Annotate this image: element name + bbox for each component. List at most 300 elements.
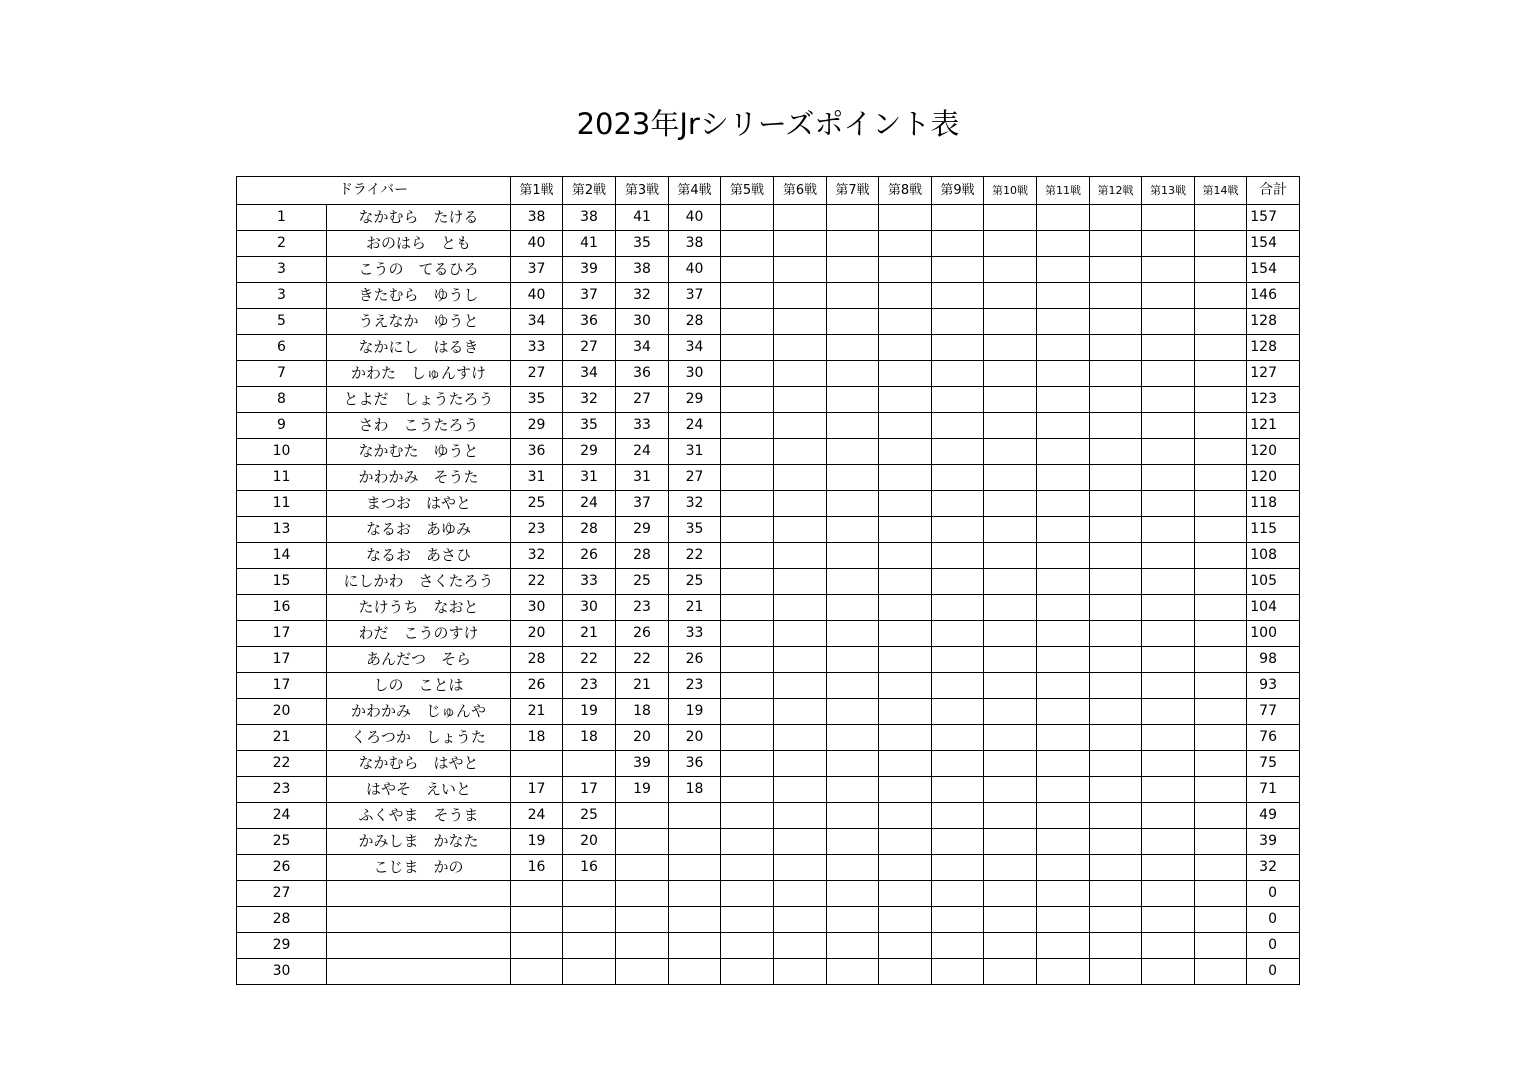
score-cell-race-6	[774, 465, 827, 491]
driver-name-cell: なかむら たける	[327, 205, 511, 231]
score-cell-race-11	[1037, 413, 1090, 439]
score-cell-race-10	[984, 959, 1037, 985]
score-cell-race-4	[669, 855, 721, 881]
score-cell-race-14	[1195, 543, 1247, 569]
score-cell-race-3	[616, 933, 669, 959]
rank-cell: 16	[237, 595, 327, 621]
driver-name-cell: はやそ えいと	[327, 777, 511, 803]
race-header-3: 第3戦	[616, 177, 669, 205]
driver-name-cell: まつお はやと	[327, 491, 511, 517]
total-cell: 0	[1247, 907, 1300, 933]
score-cell-race-12	[1090, 491, 1142, 517]
score-cell-race-9	[932, 777, 984, 803]
score-cell-race-12	[1090, 777, 1142, 803]
score-cell-race-14	[1195, 595, 1247, 621]
score-cell-race-2: 41	[563, 231, 616, 257]
total-cell: 105	[1247, 569, 1300, 595]
score-cell-race-7	[827, 647, 879, 673]
score-cell-race-3: 36	[616, 361, 669, 387]
score-cell-race-5	[721, 699, 774, 725]
rank-cell: 9	[237, 413, 327, 439]
score-cell-race-9	[932, 491, 984, 517]
race-header-4: 第4戦	[669, 177, 721, 205]
score-cell-race-2: 33	[563, 569, 616, 595]
score-cell-race-12	[1090, 309, 1142, 335]
total-cell: 120	[1247, 465, 1300, 491]
score-cell-race-11	[1037, 907, 1090, 933]
points-table	[236, 176, 1300, 985]
score-cell-race-9	[932, 621, 984, 647]
score-cell-race-6	[774, 621, 827, 647]
score-cell-race-4: 23	[669, 673, 721, 699]
table-row	[237, 673, 1300, 699]
score-cell-race-2: 22	[563, 647, 616, 673]
score-cell-race-4: 34	[669, 335, 721, 361]
rank-cell: 7	[237, 361, 327, 387]
table-row	[237, 907, 1300, 933]
score-cell-race-6	[774, 829, 827, 855]
score-cell-race-11	[1037, 465, 1090, 491]
driver-name-cell: かわかみ じゅんや	[327, 699, 511, 725]
driver-name-cell: なかむた ゆうと	[327, 439, 511, 465]
driver-name-cell: しの ことは	[327, 673, 511, 699]
rank-cell: 22	[237, 751, 327, 777]
table-row	[237, 933, 1300, 959]
score-cell-race-7	[827, 621, 879, 647]
score-cell-race-3	[616, 803, 669, 829]
score-cell-race-10	[984, 205, 1037, 231]
score-cell-race-12	[1090, 881, 1142, 907]
score-cell-race-3: 26	[616, 621, 669, 647]
score-cell-race-5	[721, 673, 774, 699]
score-cell-race-3: 20	[616, 725, 669, 751]
score-cell-race-8	[879, 387, 932, 413]
score-cell-race-14	[1195, 933, 1247, 959]
score-cell-race-4: 22	[669, 543, 721, 569]
score-cell-race-10	[984, 257, 1037, 283]
score-cell-race-3: 27	[616, 387, 669, 413]
score-cell-race-4: 30	[669, 361, 721, 387]
score-cell-race-7	[827, 361, 879, 387]
score-cell-race-8	[879, 751, 932, 777]
score-cell-race-11	[1037, 803, 1090, 829]
score-cell-race-6	[774, 933, 827, 959]
score-cell-race-8	[879, 257, 932, 283]
score-cell-race-2: 25	[563, 803, 616, 829]
score-cell-race-10	[984, 283, 1037, 309]
driver-name-cell	[327, 933, 511, 959]
driver-name-cell: かみしま かなた	[327, 829, 511, 855]
score-cell-race-12	[1090, 283, 1142, 309]
score-cell-race-8	[879, 465, 932, 491]
table-row	[237, 725, 1300, 751]
score-cell-race-2: 30	[563, 595, 616, 621]
score-cell-race-2: 24	[563, 491, 616, 517]
score-cell-race-10	[984, 231, 1037, 257]
score-cell-race-6	[774, 413, 827, 439]
driver-name-cell: なるお あゆみ	[327, 517, 511, 543]
rank-cell: 17	[237, 647, 327, 673]
race-header-11: 第11戦	[1037, 177, 1090, 205]
score-cell-race-3: 38	[616, 257, 669, 283]
score-cell-race-6	[774, 517, 827, 543]
rank-cell: 8	[237, 387, 327, 413]
rank-cell: 3	[237, 283, 327, 309]
total-cell: 128	[1247, 309, 1300, 335]
score-cell-race-14	[1195, 569, 1247, 595]
score-cell-race-11	[1037, 777, 1090, 803]
score-cell-race-3: 37	[616, 491, 669, 517]
score-cell-race-6	[774, 881, 827, 907]
score-cell-race-2: 28	[563, 517, 616, 543]
score-cell-race-4	[669, 907, 721, 933]
score-cell-race-14	[1195, 491, 1247, 517]
driver-name-cell: かわた しゅんすけ	[327, 361, 511, 387]
driver-name-cell: なかにし はるき	[327, 335, 511, 361]
score-cell-race-8	[879, 543, 932, 569]
score-cell-race-14	[1195, 725, 1247, 751]
driver-name-cell	[327, 881, 511, 907]
score-cell-race-6	[774, 569, 827, 595]
score-cell-race-14	[1195, 439, 1247, 465]
total-cell: 154	[1247, 257, 1300, 283]
score-cell-race-14	[1195, 699, 1247, 725]
score-cell-race-3: 41	[616, 205, 669, 231]
score-cell-race-8	[879, 335, 932, 361]
score-cell-race-7	[827, 907, 879, 933]
rank-cell: 1	[237, 205, 327, 231]
score-cell-race-2: 38	[563, 205, 616, 231]
score-cell-race-13	[1142, 647, 1195, 673]
score-cell-race-1: 19	[511, 829, 563, 855]
score-cell-race-6	[774, 309, 827, 335]
score-cell-race-10	[984, 907, 1037, 933]
score-cell-race-8	[879, 907, 932, 933]
total-cell: 154	[1247, 231, 1300, 257]
score-cell-race-11	[1037, 361, 1090, 387]
score-cell-race-10	[984, 595, 1037, 621]
score-cell-race-1: 29	[511, 413, 563, 439]
score-cell-race-11	[1037, 725, 1090, 751]
score-cell-race-13	[1142, 231, 1195, 257]
total-cell: 120	[1247, 439, 1300, 465]
total-cell: 104	[1247, 595, 1300, 621]
score-cell-race-4: 18	[669, 777, 721, 803]
score-cell-race-2	[563, 933, 616, 959]
score-cell-race-5	[721, 855, 774, 881]
total-cell: 118	[1247, 491, 1300, 517]
driver-name-cell: くろつか しょうた	[327, 725, 511, 751]
score-cell-race-4	[669, 933, 721, 959]
score-cell-race-7	[827, 725, 879, 751]
race-header-8: 第8戦	[879, 177, 932, 205]
score-cell-race-1: 40	[511, 283, 563, 309]
score-cell-race-13	[1142, 933, 1195, 959]
race-header-5: 第5戦	[721, 177, 774, 205]
score-cell-race-12	[1090, 595, 1142, 621]
score-cell-race-3: 35	[616, 231, 669, 257]
score-cell-race-2	[563, 751, 616, 777]
score-cell-race-7	[827, 335, 879, 361]
total-cell: 115	[1247, 517, 1300, 543]
score-cell-race-2: 21	[563, 621, 616, 647]
score-cell-race-8	[879, 725, 932, 751]
score-cell-race-14	[1195, 803, 1247, 829]
score-cell-race-2: 16	[563, 855, 616, 881]
score-cell-race-1: 28	[511, 647, 563, 673]
table-row	[237, 439, 1300, 465]
score-cell-race-13	[1142, 725, 1195, 751]
score-cell-race-10	[984, 803, 1037, 829]
score-cell-race-5	[721, 231, 774, 257]
score-cell-race-7	[827, 517, 879, 543]
score-cell-race-9	[932, 725, 984, 751]
score-cell-race-7	[827, 881, 879, 907]
score-cell-race-9	[932, 881, 984, 907]
score-cell-race-14	[1195, 335, 1247, 361]
total-cell: 77	[1247, 699, 1300, 725]
score-cell-race-6	[774, 777, 827, 803]
table-row	[237, 387, 1300, 413]
total-cell: 121	[1247, 413, 1300, 439]
score-cell-race-8	[879, 205, 932, 231]
score-cell-race-1: 36	[511, 439, 563, 465]
score-cell-race-2: 20	[563, 829, 616, 855]
total-cell: 76	[1247, 725, 1300, 751]
score-cell-race-6	[774, 751, 827, 777]
score-cell-race-11	[1037, 881, 1090, 907]
table-row	[237, 517, 1300, 543]
score-cell-race-2: 27	[563, 335, 616, 361]
score-cell-race-12	[1090, 543, 1142, 569]
score-cell-race-3: 29	[616, 517, 669, 543]
score-cell-race-1: 18	[511, 725, 563, 751]
score-cell-race-6	[774, 387, 827, 413]
driver-name-cell: こじま かの	[327, 855, 511, 881]
table-row	[237, 543, 1300, 569]
driver-name-cell	[327, 959, 511, 985]
score-cell-race-9	[932, 647, 984, 673]
score-cell-race-5	[721, 205, 774, 231]
score-cell-race-6	[774, 257, 827, 283]
score-cell-race-13	[1142, 803, 1195, 829]
driver-name-cell: わだ こうのすけ	[327, 621, 511, 647]
score-cell-race-4: 33	[669, 621, 721, 647]
score-cell-race-6	[774, 673, 827, 699]
score-cell-race-13	[1142, 777, 1195, 803]
score-cell-race-11	[1037, 387, 1090, 413]
table-row	[237, 699, 1300, 725]
score-cell-race-1: 27	[511, 361, 563, 387]
score-cell-race-1: 37	[511, 257, 563, 283]
score-cell-race-5	[721, 491, 774, 517]
race-header-13: 第13戦	[1142, 177, 1195, 205]
driver-name-cell: きたむら ゆうし	[327, 283, 511, 309]
score-cell-race-9	[932, 751, 984, 777]
score-cell-race-8	[879, 829, 932, 855]
score-cell-race-6	[774, 283, 827, 309]
score-cell-race-3: 32	[616, 283, 669, 309]
total-cell: 123	[1247, 387, 1300, 413]
total-cell: 93	[1247, 673, 1300, 699]
total-cell: 127	[1247, 361, 1300, 387]
score-cell-race-3: 31	[616, 465, 669, 491]
score-cell-race-14	[1195, 855, 1247, 881]
race-header-2: 第2戦	[563, 177, 616, 205]
score-cell-race-14	[1195, 517, 1247, 543]
score-cell-race-1: 35	[511, 387, 563, 413]
total-cell: 157	[1247, 205, 1300, 231]
score-cell-race-1	[511, 751, 563, 777]
score-cell-race-5	[721, 751, 774, 777]
score-cell-race-1: 25	[511, 491, 563, 517]
total-cell: 128	[1247, 335, 1300, 361]
score-cell-race-8	[879, 439, 932, 465]
score-cell-race-2: 26	[563, 543, 616, 569]
score-cell-race-9	[932, 205, 984, 231]
score-cell-race-10	[984, 309, 1037, 335]
score-cell-race-7	[827, 803, 879, 829]
score-cell-race-9	[932, 231, 984, 257]
score-cell-race-14	[1195, 673, 1247, 699]
score-cell-race-8	[879, 699, 932, 725]
score-cell-race-9	[932, 933, 984, 959]
score-cell-race-10	[984, 621, 1037, 647]
score-cell-race-8	[879, 855, 932, 881]
table-body	[237, 177, 1300, 985]
score-cell-race-14	[1195, 231, 1247, 257]
score-cell-race-6	[774, 725, 827, 751]
score-cell-race-5	[721, 647, 774, 673]
score-cell-race-11	[1037, 517, 1090, 543]
race-header-6: 第6戦	[774, 177, 827, 205]
score-cell-race-12	[1090, 699, 1142, 725]
score-cell-race-10	[984, 361, 1037, 387]
table-row	[237, 647, 1300, 673]
score-cell-race-10	[984, 465, 1037, 491]
score-cell-race-13	[1142, 465, 1195, 491]
score-cell-race-9	[932, 673, 984, 699]
score-cell-race-6	[774, 647, 827, 673]
driver-name-cell: とよだ しょうたろう	[327, 387, 511, 413]
score-cell-race-3: 19	[616, 777, 669, 803]
score-cell-race-10	[984, 413, 1037, 439]
driver-name-cell: こうの てるひろ	[327, 257, 511, 283]
score-cell-race-13	[1142, 959, 1195, 985]
score-cell-race-5	[721, 543, 774, 569]
score-cell-race-4: 27	[669, 465, 721, 491]
score-cell-race-13	[1142, 205, 1195, 231]
score-cell-race-12	[1090, 959, 1142, 985]
score-cell-race-5	[721, 881, 774, 907]
score-cell-race-12	[1090, 751, 1142, 777]
score-cell-race-2: 19	[563, 699, 616, 725]
score-cell-race-12	[1090, 361, 1142, 387]
score-cell-race-11	[1037, 491, 1090, 517]
score-cell-race-13	[1142, 439, 1195, 465]
score-cell-race-5	[721, 569, 774, 595]
score-cell-race-7	[827, 569, 879, 595]
score-cell-race-8	[879, 959, 932, 985]
score-cell-race-10	[984, 569, 1037, 595]
score-cell-race-1: 40	[511, 231, 563, 257]
score-cell-race-6	[774, 959, 827, 985]
table-row	[237, 309, 1300, 335]
table-row	[237, 595, 1300, 621]
score-cell-race-3: 22	[616, 647, 669, 673]
table-row	[237, 361, 1300, 387]
driver-name-cell: さわ こうたろう	[327, 413, 511, 439]
score-cell-race-1	[511, 933, 563, 959]
rank-cell: 15	[237, 569, 327, 595]
score-cell-race-12	[1090, 673, 1142, 699]
score-cell-race-13	[1142, 335, 1195, 361]
score-cell-race-14	[1195, 881, 1247, 907]
table-row	[237, 751, 1300, 777]
score-cell-race-3	[616, 881, 669, 907]
score-cell-race-8	[879, 569, 932, 595]
rank-cell: 29	[237, 933, 327, 959]
score-cell-race-4: 20	[669, 725, 721, 751]
score-cell-race-5	[721, 933, 774, 959]
table-row	[237, 881, 1300, 907]
total-cell: 75	[1247, 751, 1300, 777]
score-cell-race-12	[1090, 725, 1142, 751]
score-cell-race-9	[932, 959, 984, 985]
score-cell-race-5	[721, 829, 774, 855]
score-cell-race-1: 31	[511, 465, 563, 491]
score-cell-race-6	[774, 907, 827, 933]
score-cell-race-4: 36	[669, 751, 721, 777]
score-cell-race-5	[721, 517, 774, 543]
driver-name-cell: なるお あさひ	[327, 543, 511, 569]
score-cell-race-13	[1142, 491, 1195, 517]
score-cell-race-9	[932, 335, 984, 361]
score-cell-race-1	[511, 907, 563, 933]
score-cell-race-11	[1037, 855, 1090, 881]
score-cell-race-8	[879, 517, 932, 543]
score-cell-race-13	[1142, 595, 1195, 621]
rank-cell: 6	[237, 335, 327, 361]
score-cell-race-10	[984, 647, 1037, 673]
score-cell-race-14	[1195, 205, 1247, 231]
score-cell-race-11	[1037, 647, 1090, 673]
rank-cell: 25	[237, 829, 327, 855]
score-cell-race-2: 37	[563, 283, 616, 309]
score-cell-race-13	[1142, 829, 1195, 855]
score-cell-race-9	[932, 439, 984, 465]
table-row	[237, 413, 1300, 439]
score-cell-race-10	[984, 439, 1037, 465]
score-cell-race-1: 22	[511, 569, 563, 595]
score-cell-race-7	[827, 959, 879, 985]
rank-cell: 20	[237, 699, 327, 725]
score-cell-race-5	[721, 335, 774, 361]
score-cell-race-10	[984, 933, 1037, 959]
score-cell-race-4: 38	[669, 231, 721, 257]
total-cell: 32	[1247, 855, 1300, 881]
score-cell-race-9	[932, 387, 984, 413]
score-cell-race-14	[1195, 621, 1247, 647]
table-row	[237, 621, 1300, 647]
score-cell-race-2: 23	[563, 673, 616, 699]
score-cell-race-3: 39	[616, 751, 669, 777]
score-cell-race-4: 31	[669, 439, 721, 465]
score-cell-race-5	[721, 621, 774, 647]
score-cell-race-13	[1142, 855, 1195, 881]
driver-name-cell: おのはら とも	[327, 231, 511, 257]
score-cell-race-9	[932, 543, 984, 569]
